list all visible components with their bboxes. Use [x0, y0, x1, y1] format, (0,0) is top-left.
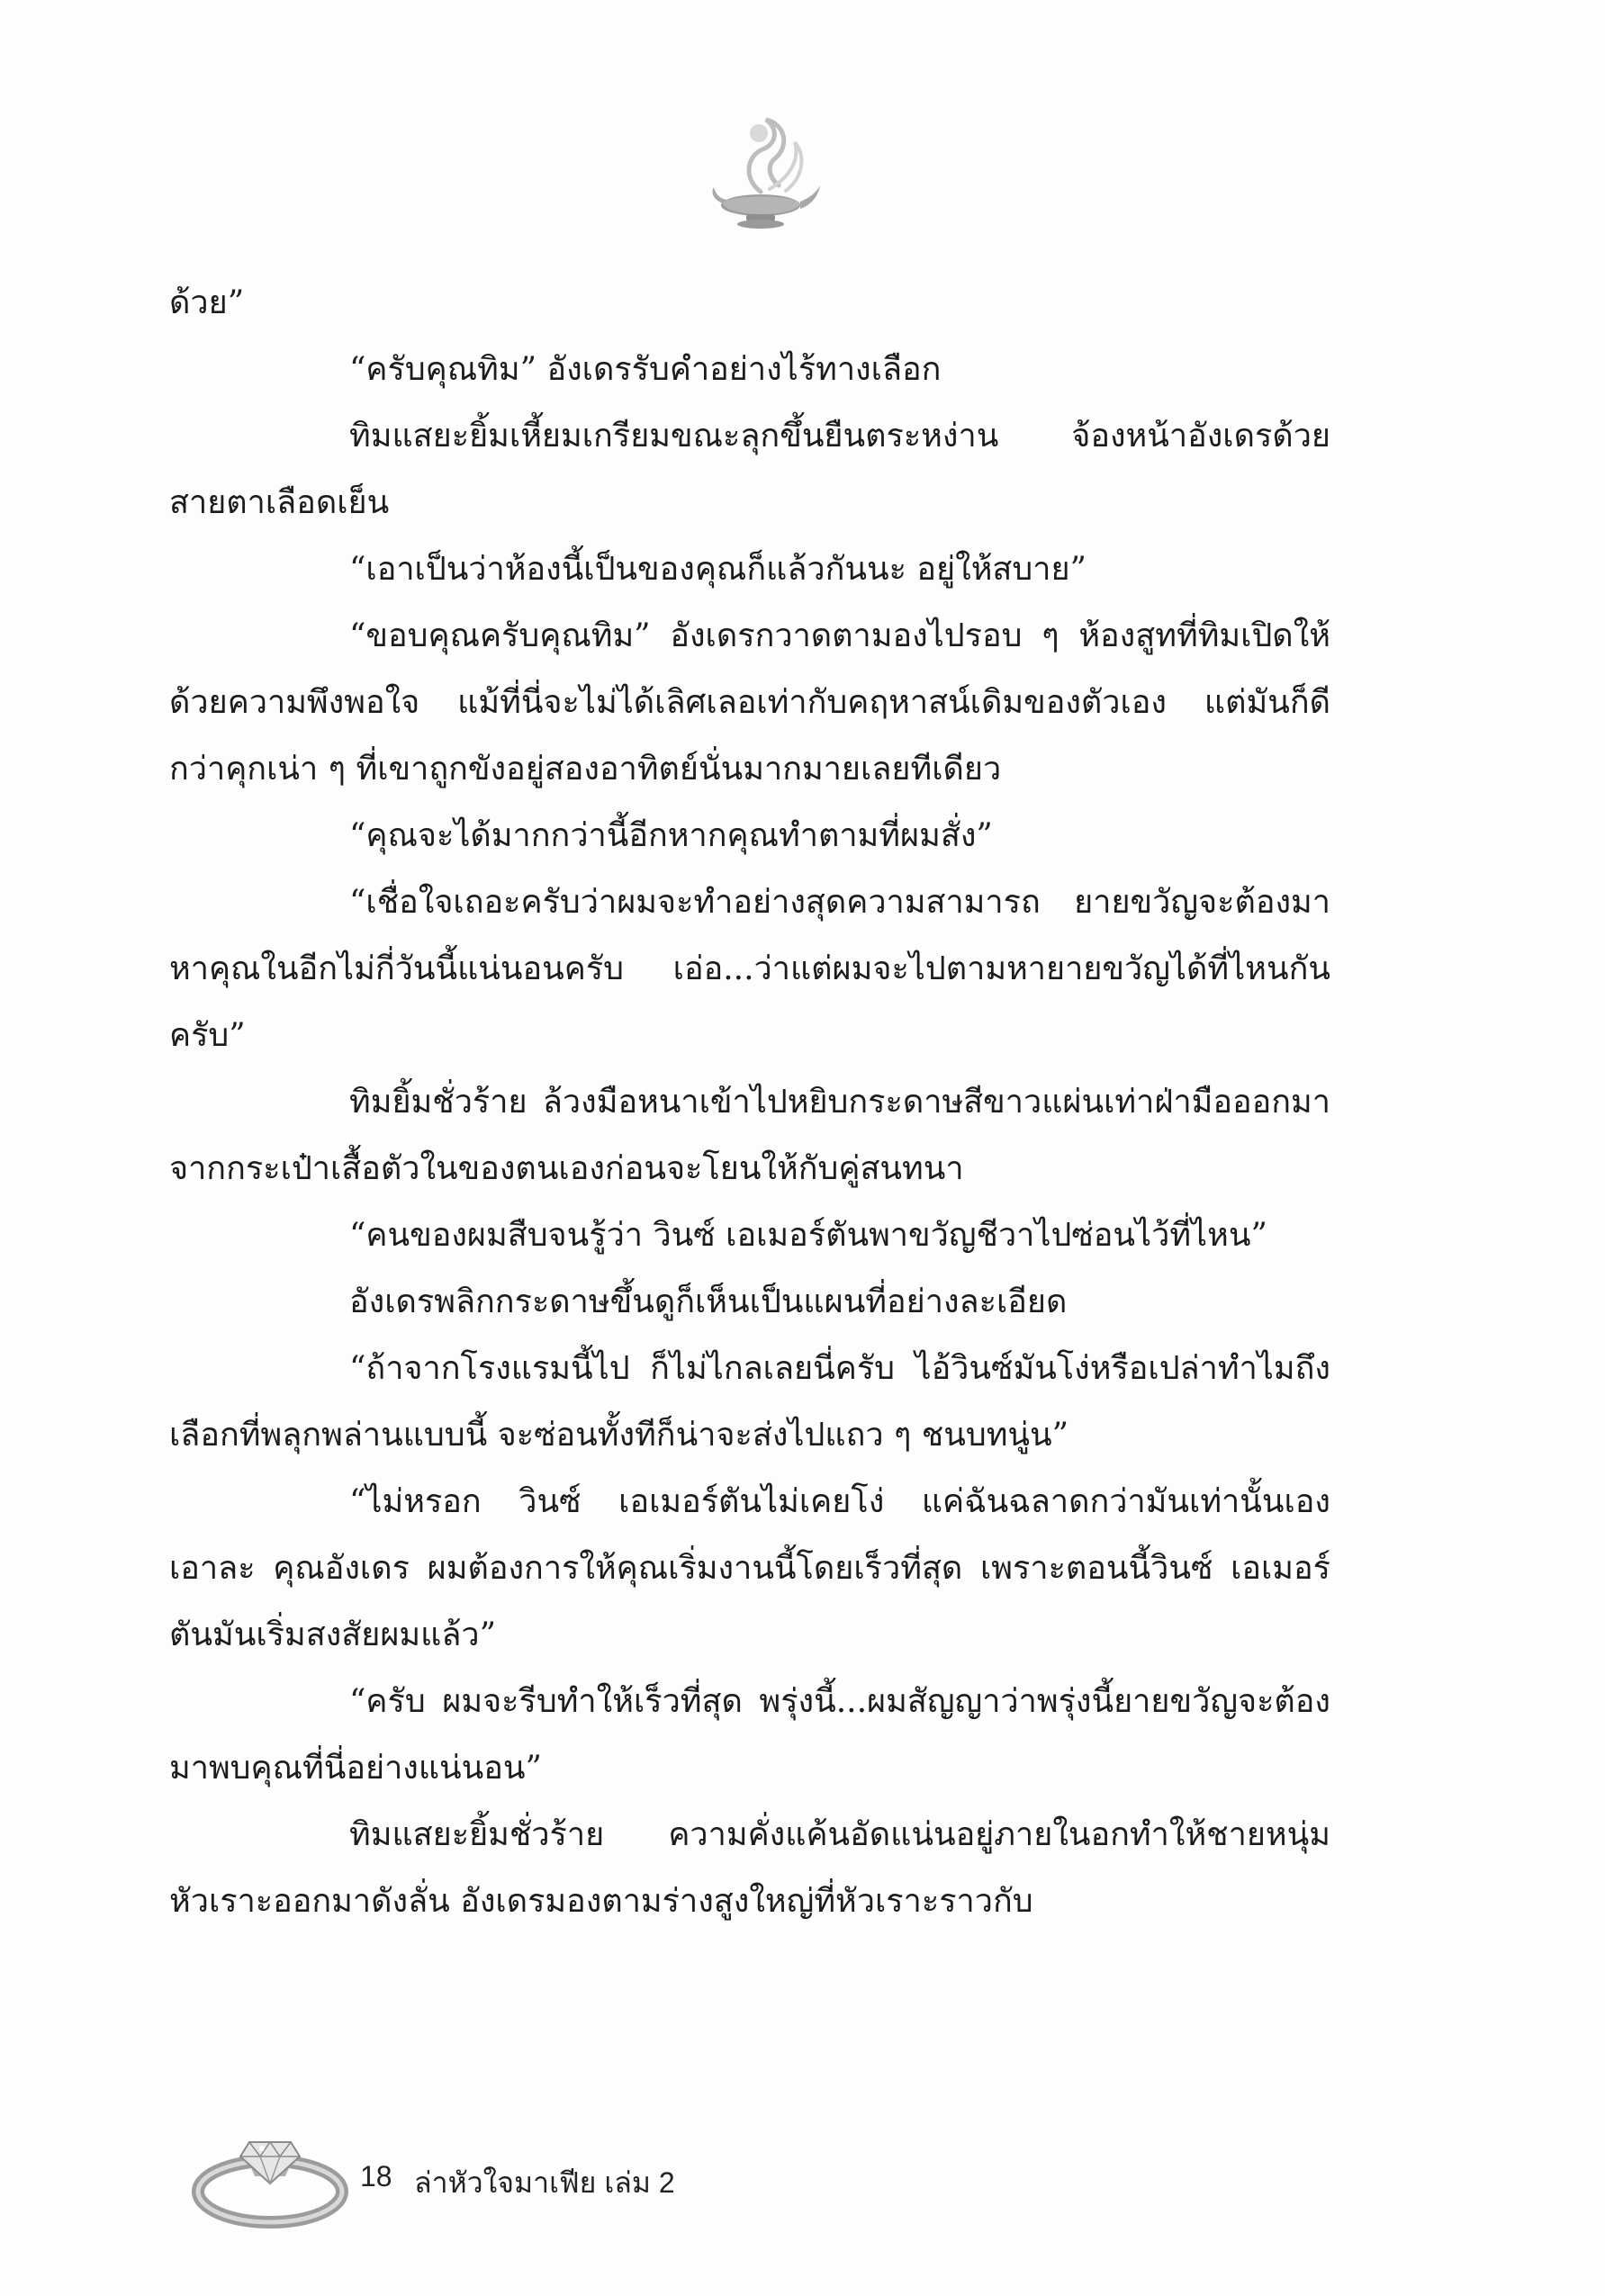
paragraph: อังเดรพลิกกระดาษขึ้นดูก็เห็นเป็นแผนที่อย่างละเอียด [349, 1283, 1068, 1320]
paragraph: “ครับ ผมจะรีบทำให้เร็วที่สุด พรุ่งนี้...ผมสัญญาว่าพรุ่งนี้ยายขวัญจะต้องมาพบคุณที่นี่อย่างแน่นอน” [169, 1683, 1330, 1787]
paragraph: “ไม่หรอก วินซ์ เอเมอร์ตันไม่เคยโง่ แค่ฉันฉลาดกว่ามันเท่านั้นเอง เอาละ คุณอังเดร ผมต้องการให้คุณเริ่มงานนี้โดยเร็วที่สุด เพราะตอนนี้วินซ์ เอเมอร์ตันมันเริ่มสงสัยผมแล้ว” [169, 1483, 1330, 1653]
paragraph: “ขอบคุณครับคุณทิม” อังเดรกวาดตามองไปรอบ ๆ ห้องสูทที่ทิมเปิดให้ด้วยความพึงพอใจ แม้ที่นี่จะไม่ได้เลิศเลอเท่ากับคฤหาสน์เดิมของตัวเอง แต่มันก็ดีกว่าคุกเน่า ๆ ที่เขาถูกขังอยู่สองอาทิตย์นั่นมากมายเลยทีเดียว [169, 617, 1330, 788]
paragraph: “เชื่อใจเถอะครับว่าผมจะทำอย่างสุดความสามารถ ยายขวัญจะต้องมาหาคุณในอีกไม่กี่วันนี้แน่นอนครับ เอ่อ...ว่าแต่ผมจะไปตามหายายขวัญได้ที่ไหนกันครับ” [169, 884, 1330, 1054]
paragraph: “ถ้าจากโรงแรมนี้ไป ก็ไม่ไกลเลยนี่ครับ ไอ้วินซ์มันโง่หรือเปล่าทำไมถึงเลือกที่พลุกพล่านแบบนี้ จะซ่อนทั้งทีก็น่าจะส่งไปแถว ๆ ชนบทนู่น” [169, 1350, 1330, 1454]
body-text [169, 270, 1330, 1935]
paragraph: “คนของผมสืบจนรู้ว่า วินซ์ เอเมอร์ตันพาขวัญชีวาไปซ่อนไว้ที่ไหน” [349, 1217, 1267, 1254]
page-footer [185, 2106, 995, 2241]
diamond-ring-icon [185, 2106, 365, 2241]
paragraph: ทิมแสยะยิ้มชั่วร้าย ความคั่งแค้นอัดแน่นอยู่ภายในอกทำให้ชายหนุ่มหัวเราะออกมาดังลั่น อังเดรมองตามร่างสูงใหญ่ที่หัวเราะราวกับ [169, 1816, 1330, 1920]
book-title: ล่าหัวใจมาเฟีย เล่ม 2 [414, 2166, 675, 2199]
page-number: 18 [360, 2160, 392, 2192]
paragraph: ทิมยิ้มชั่วร้าย ล้วงมือหนาเข้าไปหยิบกระดาษสีขาวแผ่นเท่าฝ่ามือออกมาจากกระเป๋าเสื้อตัวในของตนเองก่อนจะโยนให้กับคู่สนทนา [169, 1084, 1330, 1187]
genie-lamp-icon [707, 106, 824, 232]
paragraph: ด้วย” [169, 284, 245, 321]
paragraph: ทิมแสยะยิ้มเหี้ยมเกรียมขณะลุกขึ้นยืนตระหง่าน จ้องหน้าอังเดรด้วยสายตาเลือดเย็น [169, 418, 1330, 521]
paragraph: “ครับคุณทิม” อังเดรรับคำอย่างไร้ทางเลือก [349, 351, 942, 388]
paragraph: “เอาเป็นว่าห้องนี้เป็นของคุณก็แล้วกันนะ อยู่ให้สบาย” [349, 551, 1087, 588]
paragraph: “คุณจะได้มากกว่านี้อีกหากคุณทำตามที่ผมสั่ง” [349, 817, 993, 854]
